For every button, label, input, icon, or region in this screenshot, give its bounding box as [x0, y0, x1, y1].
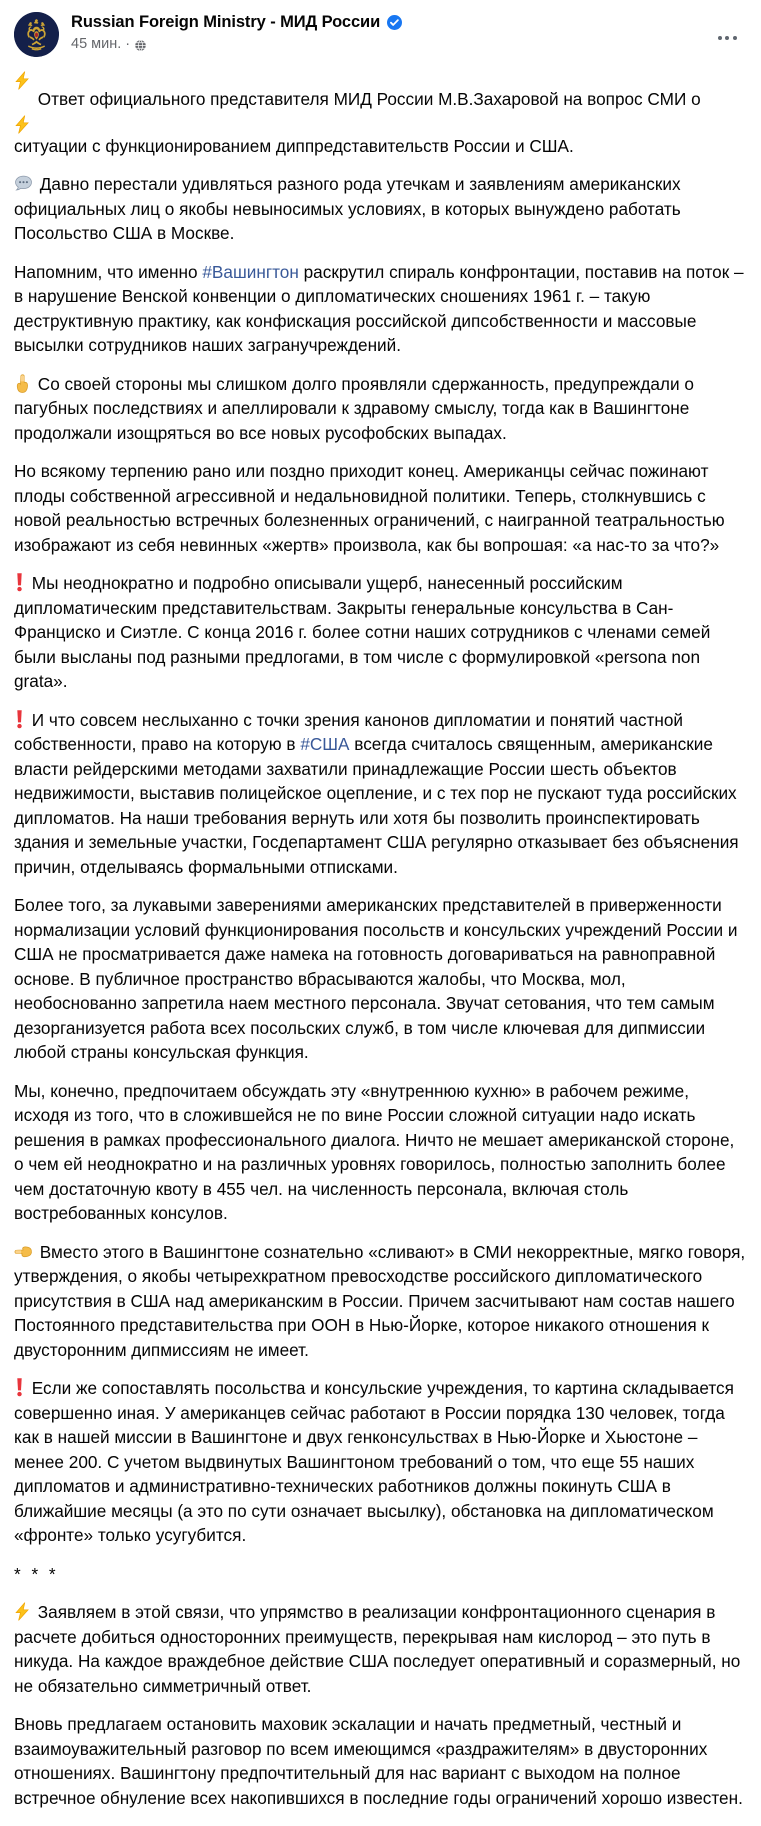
hashtag-link[interactable]: #Вашингтон — [202, 261, 299, 282]
avatar[interactable] — [14, 12, 59, 57]
post-separator — [14, 1562, 747, 1587]
post-paragraph — [14, 71, 747, 158]
high-voltage-icon — [14, 1602, 31, 1621]
author-row — [71, 13, 402, 32]
ellipsis-dot-2 — [725, 36, 729, 40]
paragraph-text: Если же сопоставлять посольства и консульские учреждения, то картина складывается совершенно иная. У американцев сейчас работают в России порядка 130 человек, тогда как в нашей миссии в Вашингтоне и двух генконсульствах в Нью-Йорке и Хьюстоне – менее 200. С учетом выдвинутых Вашингтоном требований о том, что еще 55 наших дипломатов и административно-технических работников должны покинуть США в ближайшие месяцы (а это по сути означает высылку), обстановка на дипломатическом «фронте» только усугубится. — [14, 1378, 739, 1545]
post-paragraph — [14, 459, 747, 557]
hashtag-link[interactable]: #США — [300, 734, 350, 754]
russian-coat-of-arms-eagle-icon — [14, 12, 59, 57]
post-paragraph — [14, 1079, 747, 1226]
paragraph-text: Вместо этого в Вашингтоне сознательно «сливают» в СМИ некорректные, мягко говоря, утверждения, о якобы четырехкратном превосходстве российского дипломатического присутствия в США над американским в России. Причем засчитывают нам состав нашего Постоянного представительства при ООН в Нью-Йорке, которое никакого отношения к двусторонним дипмиссиям не имеет. — [14, 1241, 750, 1360]
speech-balloon-icon — [14, 174, 33, 193]
paragraph-text: Вновь предлагаем остановить маховик эскалации и начать предметный, честный и взаимоуважительный разговор по всем имеющимся «раздражителям» в двусторонних отношениях. Вашингтону предпочтительный для нас вариант с выходом на полное встречное обнуление всех накопившихся в последние годы ограничений хорошо известен. — [14, 1714, 743, 1808]
paragraph-text: раскрутил спираль конфронтации, поставив на поток – в нарушение Венской конвенции о дипломатических сношениях 1961 г. – такую деструктивную практику, как конфискация российской дипсобственности и массовые высылки сотрудников наших загранучреждений. — [14, 261, 749, 355]
post-message-body — [0, 61, 761, 1826]
paragraph-text: Мы неоднократно и подробно описывали ущерб, нанесенный российским дипломатическим представительствам. Закрыты генеральные консульства в Сан-Франциско и Сиэтле. С конца 2016 г. более сотни наших сотрудников с членами семей были высланы под разными предлогами, в том числе с формулировкой «persona non grata». — [14, 573, 716, 691]
exclamation-mark-icon — [14, 709, 25, 729]
post-paragraph — [14, 708, 747, 880]
paragraph-text: Давно перестали удивляться разного рода утечкам и заявлениям американских официальных лиц о якобы невыносимых условиях, в которых вынуждено работать Посольство США в Москве. — [14, 174, 686, 243]
paragraph-text: Но всякому терпению рано или поздно приходит конец. Американцы сейчас пожинают плоды собственной агрессивной и недальновидной политики. Теперь, столкнувшись с новой реальностью встречных болезненных ограничений, с наигранной театральностью изображают из себя невинных «жертв» произвола, как бы вопрошая: «а нас-то за что?» — [14, 461, 730, 555]
post-paragraph — [14, 1240, 750, 1363]
paragraph-text: всегда считалось священным, американские власти рейдерскими методами захватили принадлежащие России шесть объектов недвижимости, выставив полицейское оцепление, и с тех пор не пускают туда российских дипломатов. На наши требования вернуть или хотя бы позволить проинспектировать здания и земельные участки, Госдепартамент США регулярно отказывает без объяснения причин, отделываясь формальными отписками. — [14, 734, 744, 877]
post-paragraph — [14, 372, 747, 446]
paragraph-text: Со своей стороны мы слишком долго проявляли сдержанность, предупреждали о пагубных последствиях и апеллировали к здравому смыслу, тогда как в Вашингтоне продолжали изощряться во все новых русофобских выпадах. — [14, 373, 699, 443]
globe-icon[interactable] — [134, 39, 147, 52]
paragraph-text: Напомним, что именно — [14, 261, 203, 282]
post-paragraph — [14, 893, 747, 1065]
ellipsis-dot-3 — [733, 36, 737, 40]
post-header-text — [71, 12, 402, 53]
exclamation-mark-icon — [14, 1377, 25, 1397]
post-timestamp[interactable]: 45 мин. — [71, 36, 122, 52]
ellipsis-dot-1 — [718, 36, 722, 40]
backhand-index-pointing-right-icon — [14, 1243, 33, 1261]
paragraph-text: * * * — [14, 1563, 59, 1584]
post-paragraph — [14, 260, 747, 358]
paragraph-text: Ответ официального представителя МИД России М.В.Захаровой на вопрос СМИ о ситуации с функционированием диппредставительств России и США. — [14, 89, 706, 156]
post-paragraph — [14, 571, 747, 694]
post-paragraph — [14, 1712, 747, 1810]
post-header — [0, 0, 761, 61]
index-pointing-up-icon — [14, 374, 31, 393]
post-options-button[interactable] — [709, 20, 745, 56]
post-meta — [71, 35, 402, 53]
paragraph-text: Заявляем в этой связи, что упрямство в реализации конфронтационного сценария в расчете добиться односторонних преимуществ, перекрывая нам кислород – это путь в никуда. На каждое враждебное действие США последует оперативный и соразмерный, но не обязательно симметричный ответ. — [14, 1602, 746, 1696]
post-paragraph — [14, 172, 747, 246]
post-paragraph — [14, 1376, 747, 1548]
verified-badge-icon[interactable] — [387, 15, 402, 30]
page-name[interactable]: Russian Foreign Ministry - МИД России — [71, 13, 381, 31]
post-paragraph — [14, 1600, 747, 1698]
meta-separator-dot: · — [125, 36, 131, 52]
exclamation-mark-icon — [14, 572, 25, 592]
high-voltage-double-icon — [14, 71, 31, 134]
paragraph-text: И что совсем неслыханно с точки зрения канонов дипломатии и понятий частной собственности, право на которую в — [14, 709, 688, 754]
paragraph-text: Более того, за лукавыми заверениями американских представителей в приверженности нормализации условий функционирования посольств и консульских учреждений России и США не просматривается даже намека на готовность договариваться на равноправной основе. В публичное пространство вбрасываются жалобы, что Москва, мол, необоснованно запретила наем местного персонала. Звучат сетования, что тем самым дезорганизуется работа всех посольских служб, в том числе ключевая для дипмиссии любой страны консульская функция. — [14, 895, 743, 1062]
paragraph-text: Мы, конечно, предпочитаем обсуждать эту «внутреннюю кухню» в рабочем режиме, исходя из того, что в сложившейся не по вине России сложной ситуации надо искать решения в рамках профессионального диалога. Ничто не мешает американской стороне, о чем ей неоднократно и на различных уровнях говорилось, полностью заполнить более чем достаточную квоту в 455 чел. на численность персонала, включая столь востребованных консулов. — [14, 1080, 740, 1223]
